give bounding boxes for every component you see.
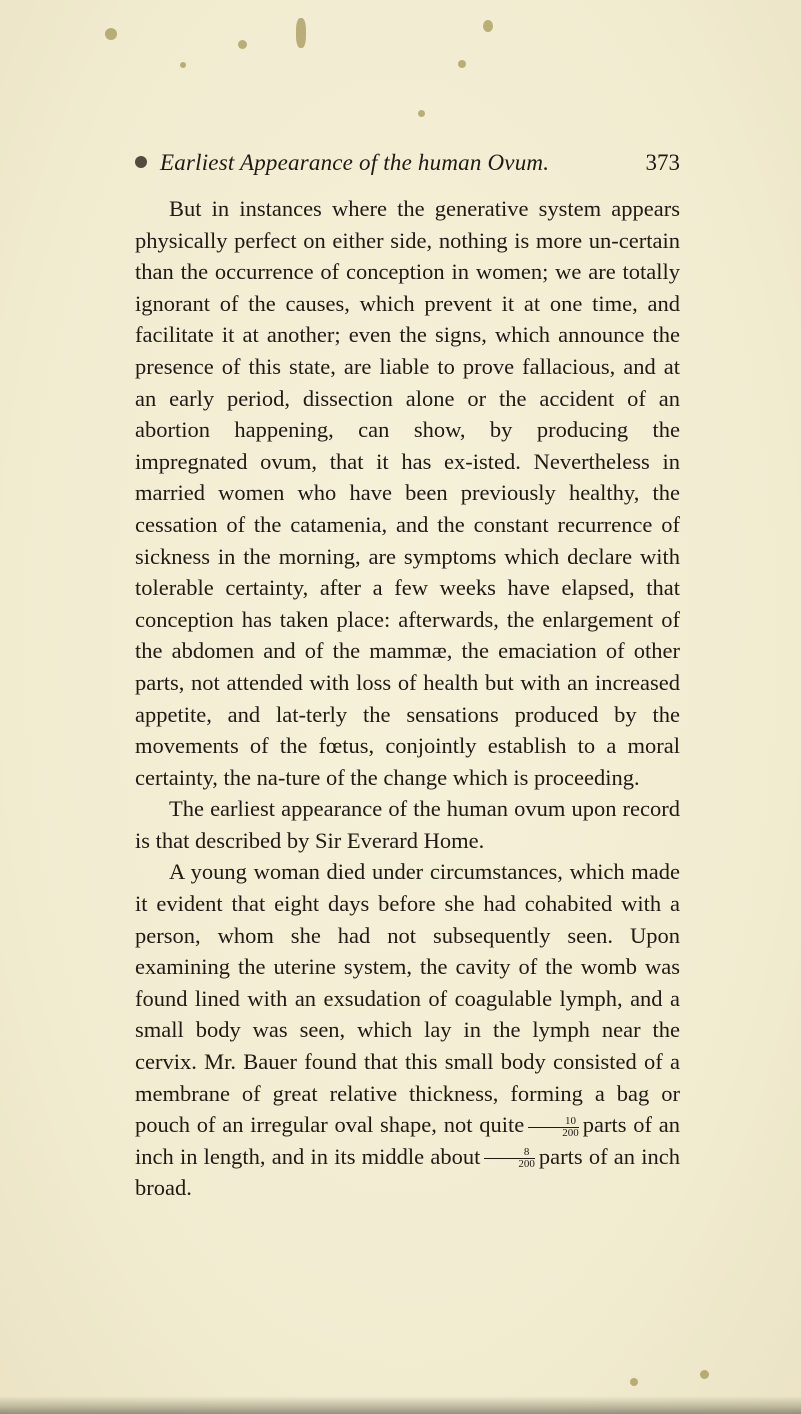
foxing-spot bbox=[418, 110, 425, 117]
foxing-spot bbox=[458, 60, 466, 68]
ending-text: parts of an inch broad. bbox=[135, 1143, 680, 1201]
running-title: Earliest Appearance of the human Ovum. bbox=[160, 150, 550, 175]
foxing-spot bbox=[105, 28, 117, 40]
ink-blot-icon bbox=[135, 156, 147, 168]
foxing-spot bbox=[483, 20, 493, 32]
paragraph-3-text: A young woman died under circumstances, which made it evident that eight days before she had cohabited with a person, whom she had not subsequently seen. Upon examining the uterine system, the cavity of the womb was found lined with an exsudation of coagulable lymph, and a small body was seen, which lay in the lymph near the cervix. Mr. Bauer found that this small body consisted of a membrane of great relative thickness, forming a bag or pouch of an irregular oval shape, not bbox=[135, 859, 680, 1138]
page-bottom-edge bbox=[0, 1396, 801, 1414]
fraction-breadth-denominator: 200 bbox=[518, 1158, 535, 1171]
fraction-breadth-numerator: 8 bbox=[484, 1147, 535, 1159]
page-header bbox=[135, 150, 680, 182]
foxing-spot bbox=[630, 1378, 638, 1386]
foxing-spot bbox=[700, 1370, 709, 1379]
page-body bbox=[135, 193, 680, 1204]
foxing-spot bbox=[296, 18, 306, 48]
foxing-spot bbox=[180, 62, 186, 68]
fraction-length-numerator: 10 bbox=[528, 1116, 579, 1128]
fraction-length bbox=[528, 1116, 579, 1139]
paragraph-2: The earliest appearance of the human ovum upon record is that described by Sir Everard Home. bbox=[135, 796, 680, 853]
fraction-breadth bbox=[484, 1147, 535, 1170]
quite-word: quite bbox=[479, 1112, 525, 1138]
page-number: 373 bbox=[645, 150, 680, 175]
fraction-length-denominator: 200 bbox=[562, 1126, 579, 1139]
paragraph-3 bbox=[135, 856, 680, 1204]
paragraph-1: But in instances where the generative system appears physically perfect on either side, nothing is more un-certain than the occurrence of conception in women; we are totally ignorant of the causes, which prevent it at one time, and facilitate it at another; even the signs, which announce the presence of this state, are liable to prove fallacious, and at an early period, dissection alone or the accident of an abortion happening, can show, by producing the impregnated ovum, that it has ex-isted. Nevertheless in married women who have been previously healthy, the cessation of the catamenia, and the constant recurrence of sickness in the morning, are symptoms which declare with tolerable certainty, after a few weeks have elapsed, that conception has taken place: afterwards, the enlargement of the abdomen and of the mammæ, the emaciation of other parts, not attended with loss of health but with an increased appetite, and lat-terly the sensations produced by the movements of the fœtus, conjointly establish to a moral certainty, the na-ture of the change which is proceeding. bbox=[135, 196, 680, 790]
middle-text: parts of an inch in length, and in its middle about bbox=[135, 1112, 681, 1169]
foxing-spot bbox=[238, 40, 247, 49]
